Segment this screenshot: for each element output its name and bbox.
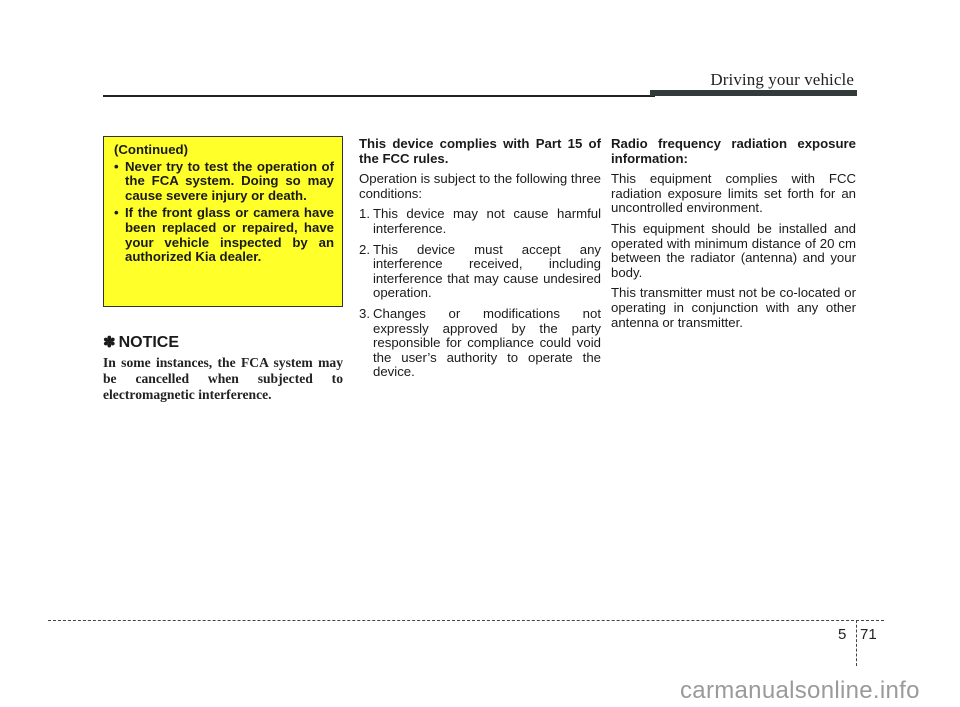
rf-paragraph: This equipment should be installed and operated with minimum distance of 20 cm between the radiator (antenna) and your body. (611, 220, 856, 280)
condition-number: 2. (359, 241, 370, 257)
footer-divider (856, 620, 857, 666)
warning-box (103, 136, 343, 307)
warning-list (114, 160, 334, 265)
warning-bullet (114, 160, 334, 204)
warning-bullet-text: Never try to test the operation of the FCA system. Doing so may cause severe injury or death. (125, 158, 334, 203)
rf-heading: Radio frequency radiation exposure information: (611, 136, 856, 166)
header-rule-thin (103, 95, 655, 97)
notice-body: In some instances, the FCA system may be cancelled when subjected to electromagnetic interference. (103, 355, 343, 402)
condition-number: 3. (359, 305, 370, 321)
bullet-icon: • (114, 158, 119, 174)
page-number: 71 (860, 626, 877, 643)
header-rule-thick (650, 90, 857, 96)
warning-bullet-text: If the front glass or camera have been replaced or repaired, have your vehicle inspected by an authorized Kia dealer. (125, 205, 334, 265)
fcc-intro: Operation is subject to the following three conditions: (359, 171, 601, 201)
fcc-condition (359, 243, 601, 301)
footer-rule (48, 620, 884, 621)
watermark: carmanualsonline.info (680, 677, 920, 704)
condition-number: 1. (359, 206, 370, 222)
header-section-title: Driving your vehicle (710, 70, 854, 89)
notice-title-text: NOTICE (118, 334, 180, 351)
rf-exposure-column (611, 137, 856, 336)
page-chapter: 5 (838, 626, 847, 643)
notice-title (103, 333, 343, 352)
rf-paragraph: This transmitter must not be co-located or operating in conjunction with any other antenna or transmitter. (611, 285, 856, 330)
notice-section (103, 333, 343, 403)
condition-text: This device must accept any interference received, including interference that may cause undesired operation. (373, 241, 601, 301)
warning-bullet (114, 206, 334, 264)
notice-star-icon: ✽ (103, 334, 116, 351)
fcc-column (359, 137, 601, 386)
condition-text: Changes or modifications not expressly approved by the party responsible for compliance could void the user’s authority to operate the device. (373, 305, 601, 380)
bullet-icon: • (114, 205, 119, 221)
fcc-condition (359, 207, 601, 236)
rf-paragraph: This equipment complies with FCC radiation exposure limits set forth for an uncontrolled environment. (611, 171, 856, 216)
fcc-heading: This device complies with Part 15 of the FCC rules. (359, 136, 601, 166)
fcc-condition (359, 307, 601, 380)
continued-label: (Continued) (114, 142, 188, 157)
condition-text: This device may not cause harmful interference. (373, 206, 601, 236)
